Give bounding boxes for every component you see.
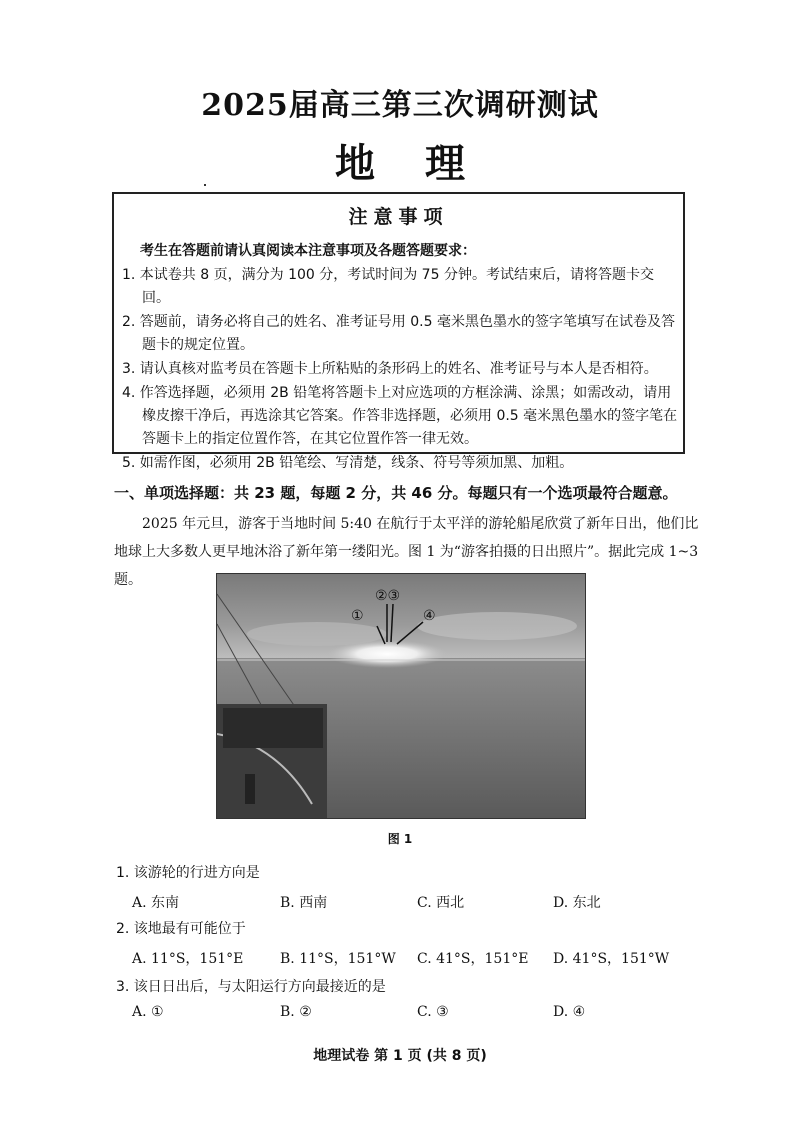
print-speck: [204, 184, 206, 186]
notice-item: 5. 如需作图，必须用 2B 铅笔绘、写清楚，线条、符号等须加黑、加粗。: [122, 455, 574, 471]
exam-title: 2025届高三第三次调研测试: [201, 88, 599, 123]
q1-option-b: B. 西南: [280, 895, 328, 911]
q1-option-d: D. 东北: [553, 895, 601, 911]
question-stem-passage: 2025 年元旦，游客于当地时间 5:40 在航行于太平洋的游轮船尾欣赏了新年日出，他们比地球上大多数人更早地沐浴了新年第一缕阳光。图 1 为“游客拍摄的日出照片”。据此完成 1~3 题。: [114, 516, 699, 588]
q2-option-c: C. 41°S，151°E: [417, 951, 529, 967]
person: [245, 774, 255, 804]
sunrise-photo: [216, 573, 586, 819]
cloud: [417, 612, 577, 640]
notice-list: [122, 264, 678, 476]
q2-option-a: A. 11°S，151°E: [132, 951, 244, 967]
marker-4: ④: [423, 608, 436, 624]
subject-title: 地理: [335, 140, 515, 187]
notice-item: 1. 本试卷共 8 页，满分为 100 分，考试时间为 75 分钟。考试结束后，请将答题卡交回。: [122, 267, 654, 306]
section-heading: 一、单项选择题：共 23 题，每题 2 分，共 46 分。每题只有一个选项最符合题意。: [114, 484, 678, 502]
q3-option-d: D. ④: [553, 1004, 586, 1020]
q2-option-b: B. 11°S，151°W: [280, 951, 396, 967]
q3-option-c: C. ③: [417, 1004, 449, 1020]
notice-item: 2. 答题前，请务必将自己的姓名、准考证号用 0.5 毫米黑色墨水的签字笔填写在试卷及答题卡的规定位置。: [122, 314, 675, 353]
crowd: [223, 708, 323, 748]
notice-title: 注意事项: [348, 206, 449, 228]
notice-item: 4. 作答选择题，必须用 2B 铅笔将答题卡上对应选项的方框涂满、涂黑；如需改动，请用橡皮擦干净后，再选涂其它答案。作答非选择题，必须用 0.5 毫米黑色墨水的签字笔在答题卡上的指定位置作答，在其它位置作答一律无效。: [122, 385, 678, 447]
marker-1: ①: [351, 608, 364, 624]
page-footer: 地理试卷 第 1 页 (共 8 页): [313, 1048, 487, 1064]
figure-caption: 图 1: [387, 832, 413, 846]
question-2: 2. 该地最有可能位于: [116, 921, 246, 937]
q1-option-a: A. 东南: [132, 895, 180, 911]
q1-option-c: C. 西北: [417, 895, 465, 911]
notice-box: [112, 192, 685, 471]
question-1: 1. 该游轮的行进方向是: [116, 865, 260, 881]
q2-option-d: D. 41°S，151°W: [553, 951, 670, 967]
notice-item: 3. 请认真核对监考员在答题卡上所粘贴的条形码上的姓名、准考证号与本人是否相符。: [122, 361, 658, 377]
cloud: [247, 622, 387, 646]
sunrise-photo-drawing: [217, 574, 585, 818]
q3-option-a: A. ①: [132, 1004, 164, 1020]
notice-intro: 考生在答题前请认真阅读本注意事项及各题答题要求：: [140, 243, 476, 259]
question-3: 3. 该日日出后，与太阳运行方向最接近的是: [116, 979, 386, 995]
marker-23: ②③: [375, 588, 401, 604]
q3-option-b: B. ②: [280, 1004, 312, 1020]
